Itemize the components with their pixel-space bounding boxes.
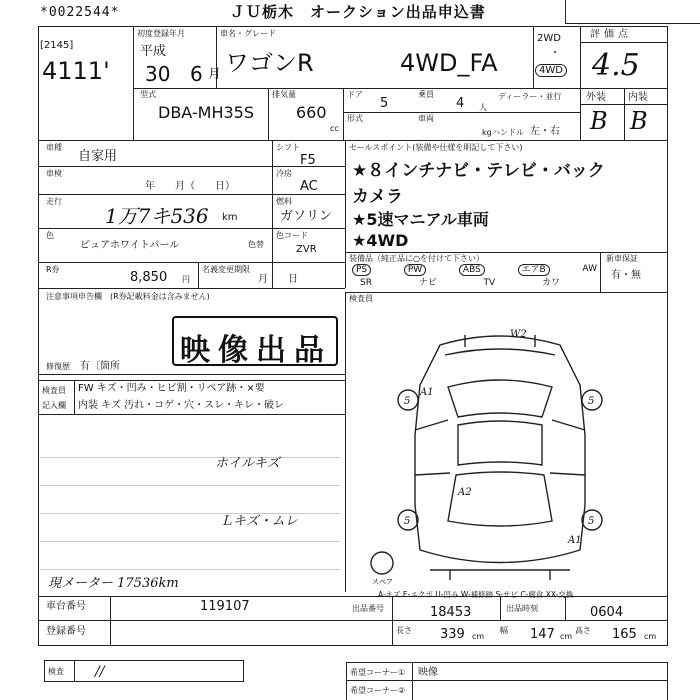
code-label: [2145] (40, 40, 74, 51)
inspector-label: 検査員 (42, 386, 66, 395)
recycle-label: R券 (46, 265, 60, 274)
roof (458, 421, 542, 465)
seats-value: 4 (456, 96, 465, 111)
mileage-unit: km (222, 212, 238, 223)
equip-pw: PW (404, 264, 426, 276)
car-damage-diagram (370, 325, 630, 590)
spare-tire (371, 552, 393, 574)
repair-label: 修復歴 (46, 362, 70, 371)
rating-score: 4.5 (592, 48, 640, 83)
inspection-box-value: // (95, 664, 105, 680)
handle-label: ハンドル (492, 128, 524, 137)
equip-ps: PS (352, 264, 371, 276)
equip-abs: ABS (459, 264, 485, 276)
weight-label: 車両 (418, 114, 434, 123)
color-change-label: 色替 (248, 240, 264, 249)
hope-corner-1-value: 映像 (418, 667, 438, 678)
registration-month-unit: 月 (208, 67, 222, 82)
handnote-wheel: ホイルキズ (215, 456, 280, 471)
tire-mark-fr: 5 (588, 396, 595, 407)
tax-value: 月 日 (258, 274, 298, 285)
chassis-type-label: 形式 (347, 114, 363, 123)
meter-reading: 現メーター 17536km (48, 576, 179, 591)
chassis-no-value: 119107 (200, 599, 250, 614)
repair-value: 有〔箇所 (80, 361, 120, 372)
inspector-line-1: FW キズ・凹み・ヒビ割・リペア跡・×要 (78, 383, 265, 394)
car-grade: 4WD_FA (400, 49, 498, 77)
document-title: ＪＵ栃木 オークション出品申込書 (230, 3, 486, 21)
windshield (448, 380, 552, 417)
recycle-unit: 円 (182, 275, 190, 284)
height-value: 165 (612, 627, 637, 642)
car-body-outline (415, 336, 585, 563)
displacement-label: 排気量 (272, 90, 296, 99)
shift-value: F5 (300, 153, 316, 168)
drive-2wd: 2WD (537, 33, 561, 44)
lot-number: *0022544* (40, 5, 120, 20)
length-label: 長さ (396, 626, 412, 635)
diagram-top-mark: W2 (510, 329, 527, 340)
recycle-value: 8,850 (130, 270, 168, 285)
color-code-label: 色コード (276, 231, 308, 240)
interior-grade: B (630, 107, 648, 135)
weight-unit: kg (482, 128, 492, 137)
damage-legend: A-キズ E-エクボ U-凹み W-補修跡 S-サビ C-腐食 XX-交換 (378, 590, 574, 599)
car-name-label: 車名・グレード (220, 29, 276, 38)
model-label: 型式 (140, 90, 156, 99)
seats-unit: 人 (479, 103, 487, 112)
exhibit-no-label: 出品番号 (352, 604, 384, 613)
title-top-right-box (565, 0, 700, 24)
notes-area (40, 430, 340, 580)
drive-dot: ・ (550, 48, 560, 59)
doors-value: 5 (380, 96, 389, 111)
width-label: 幅 (500, 626, 508, 635)
inspector-entry-label: 記入欄 (42, 401, 66, 410)
tax-label: 名義変更期限 (202, 265, 250, 274)
exterior-grade: B (590, 107, 608, 135)
mileage-label: 走行 (46, 197, 62, 206)
diagram-a2: A2 (458, 487, 472, 498)
lane-label: 出品時刻 (506, 604, 538, 613)
equip-navi: ナビ (418, 278, 437, 288)
color-code-value: ZVR (296, 244, 317, 255)
equip-leather: カワ (541, 278, 560, 288)
new-car-warranty-label: 新車保証 (606, 254, 638, 263)
car-number: 4111' (42, 57, 110, 85)
tire-mark-fl: 5 (404, 396, 411, 407)
interior-label: 内装 (628, 92, 648, 103)
registration-year: 30 (145, 62, 171, 86)
registration-label: 初度登録年月 (137, 29, 185, 38)
rating-label: 評価点 (590, 29, 632, 40)
sales-point-1: ★８インチナビ・テレビ・バック (352, 161, 605, 181)
equip-airbag: エアB (518, 264, 550, 276)
new-car-warranty-value: 有・無 (611, 270, 641, 281)
tire-mark-rr: 5 (588, 516, 595, 527)
tire-mark-rl: 5 (404, 516, 411, 527)
sales-points-label: セールスポイント(装備や仕様を明記して下さい) (349, 143, 523, 152)
inspection-value: 年 月（ 日） (145, 181, 235, 192)
registration-era: 平成 (140, 44, 167, 59)
exhibit-no-value: 18453 (430, 605, 472, 620)
displacement-unit: cc (330, 124, 339, 133)
handnote-l: Ｌキズ・ムレ (220, 514, 298, 529)
inspection-label: 車検 (46, 169, 62, 178)
equipment-row-2 (360, 278, 560, 289)
spare-label: スペア (372, 578, 393, 586)
displacement-value: 660 (296, 103, 327, 122)
model-value: DBA-MH35S (158, 103, 255, 122)
hope-corner-1-label: 希望コーナー① (350, 668, 406, 677)
reg-no-label: 登録番号 (46, 626, 86, 637)
notice-label: 注意事項申告欄 (R券記載料金は含みません) (46, 292, 210, 301)
handle-options: 左・右 (530, 126, 560, 137)
sales-point-4: ★4WD (352, 231, 409, 250)
color-value: ピュアホワイトパール (80, 240, 180, 251)
equip-aw: AW (582, 264, 597, 274)
damage-label: 検査員 (349, 294, 373, 303)
hope-corner-2-label: 希望コーナー② (350, 686, 406, 695)
sales-point-2: カメラ (352, 187, 403, 207)
height-label: 高さ (575, 626, 591, 635)
video-stamp (172, 316, 338, 366)
usage-value: 自家用 (78, 149, 118, 164)
color-label: 色 (46, 231, 54, 240)
sales-point-3: ★5速マニアル車両 (352, 210, 489, 229)
ac-label: 冷房 (276, 169, 292, 178)
drive-4wd: 4WD (535, 64, 567, 77)
length-value: 339 (440, 627, 465, 642)
usage-label: 車種 (46, 143, 62, 152)
length-unit: cm (472, 632, 485, 641)
diagram-a1-right: A1 (568, 535, 582, 546)
width-unit: cm (560, 632, 573, 641)
exterior-label: 外装 (586, 92, 606, 103)
doors-label: ドア (347, 90, 363, 99)
height-unit: cm (644, 632, 657, 641)
inspector-line-2: 内装 キズ 汚れ・コゲ・穴・スレ・キレ・破レ (78, 400, 285, 411)
rear-window (448, 472, 552, 526)
fuel-value: ガソリン (280, 209, 333, 224)
equip-sr: SR (360, 278, 372, 288)
front-bumper (445, 349, 555, 355)
lane-value: 0604 (590, 605, 624, 620)
dealer-label: ディーラー・並行 (498, 92, 562, 101)
diagram-a1-left: A1 (420, 387, 434, 398)
equipment-row-1 (352, 264, 597, 276)
width-value: 147 (530, 627, 555, 642)
ac-value: AC (300, 179, 318, 194)
registration-month: 6 (190, 62, 203, 86)
car-name: ワゴンR (225, 49, 314, 77)
equipment-label: 装備品（純正品に○を付けて下さい） (349, 254, 484, 263)
mileage-value: 1万7キ536 (105, 204, 209, 228)
inspection-box-label: 検査 (48, 667, 64, 676)
shift-label: シフト (276, 143, 300, 152)
video-stamp-text: 映像出品 (180, 333, 332, 368)
chassis-no-label: 車台番号 (46, 601, 86, 612)
equip-tv: TV (483, 278, 496, 288)
fuel-label: 燃料 (276, 197, 292, 206)
seats-label: 乗員 (418, 90, 434, 99)
